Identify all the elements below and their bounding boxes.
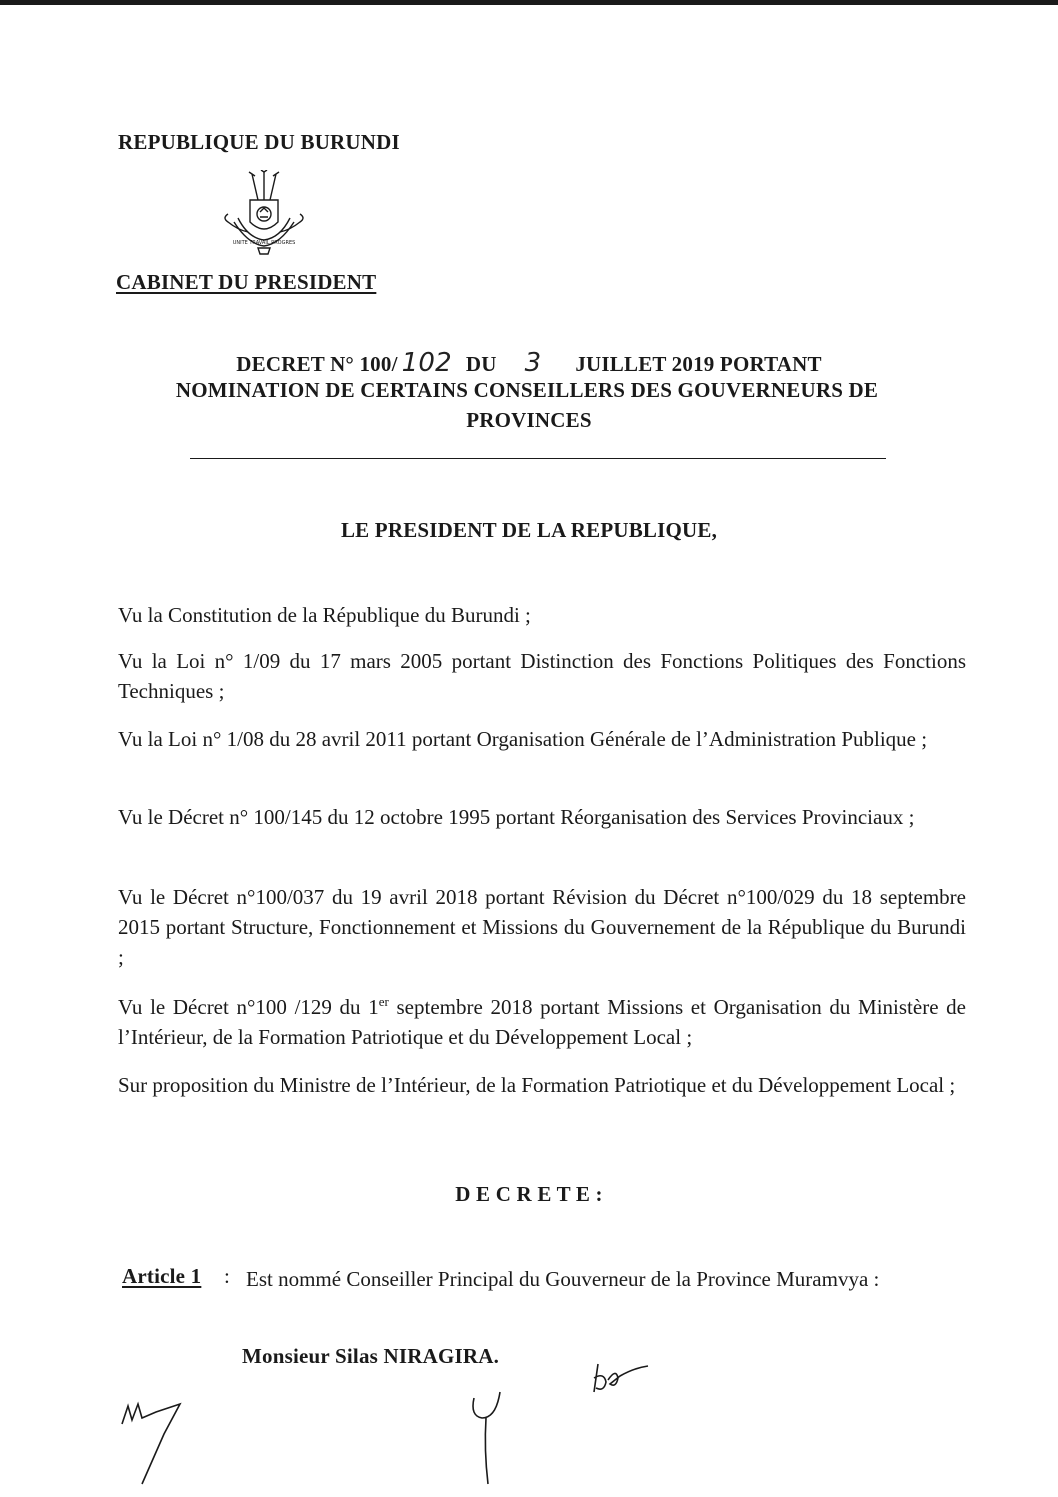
burundi-coat-of-arms-icon xyxy=(218,170,310,256)
consideration-decret-100-129-end: septembre 2018 portant Missions et Organisation du Ministère de l’Intérieur, de la Formation Patriotique et du Développement Local ; xyxy=(118,995,967,1049)
consideration-decret-100-129-start: Vu le Décret n°100 /129 du 1 xyxy=(118,995,379,1019)
handwritten-initials-center xyxy=(462,1380,512,1490)
consideration-decret-100-145: Vu le Décret n° 100/145 du 12 octobre 1995 portant Réorganisation des Services Provinciaux ; xyxy=(118,805,915,829)
decree-number-prefix: DECRET N° 100/ xyxy=(236,352,398,376)
decree-number-handwritten: 102 xyxy=(401,348,452,378)
page-top-edge xyxy=(0,0,1058,5)
article-1-colon: : xyxy=(224,1264,231,1288)
handwritten-initials-right xyxy=(590,1358,654,1398)
article-1-text: Est nommé Conseiller Principal du Gouverneur de la Province Muramvya : xyxy=(246,1267,880,1291)
consideration-decret-100-037: Vu le Décret n°100/037 du 19 avril 2018 portant Révision du Décret n°100/029 du 18 septembre 2015 portant Structure, Fonctionnement et Missions du Gouvernement de la République du Burundi ; xyxy=(118,885,966,969)
emblem-motto: UNITE TRAVAIL PROGRES xyxy=(232,240,296,246)
decree-du: DU xyxy=(465,352,497,376)
title-divider xyxy=(190,458,886,459)
consideration-proposition: Sur proposition du Ministre de l’Intérieur, de la Formation Patriotique et du Développement Local ; xyxy=(118,1073,956,1097)
decree-title-line3: PROVINCES xyxy=(466,408,592,432)
consideration-loi-1-08: Vu la Loi n° 1/08 du 28 avril 2011 portant Organisation Générale de l’Administration Publique ; xyxy=(118,727,928,751)
decree-date-rest: JUILLET 2019 PORTANT xyxy=(575,352,822,376)
decrete-heading: D E C R E T E : xyxy=(455,1182,603,1206)
appointee-name: Monsieur Silas NIRAGIRA. xyxy=(242,1344,500,1368)
consideration-constitution: Vu la Constitution de la République du Burundi ; xyxy=(118,603,531,627)
article-1-label: Article 1 xyxy=(122,1264,202,1288)
republic-heading: REPUBLIQUE DU BURUNDI xyxy=(118,130,400,154)
decree-title-line2: NOMINATION DE CERTAINS CONSEILLERS DES GOUVERNEURS DE xyxy=(175,378,879,402)
consideration-loi-1-09: Vu la Loi n° 1/09 du 17 mars 2005 portant Distinction des Fonctions Politiques des Fonctions Techniques ; xyxy=(118,649,966,703)
president-heading: LE PRESIDENT DE LA REPUBLIQUE, xyxy=(340,518,718,542)
cabinet-heading: CABINET DU PRESIDENT xyxy=(116,270,377,294)
handwritten-initials-left xyxy=(112,1384,192,1490)
consideration-decret-100-129 xyxy=(118,992,966,1052)
ordinal-superscript: er xyxy=(378,994,389,1009)
decree-title-line1 xyxy=(100,348,958,378)
decree-day-handwritten: 3 xyxy=(524,348,542,378)
